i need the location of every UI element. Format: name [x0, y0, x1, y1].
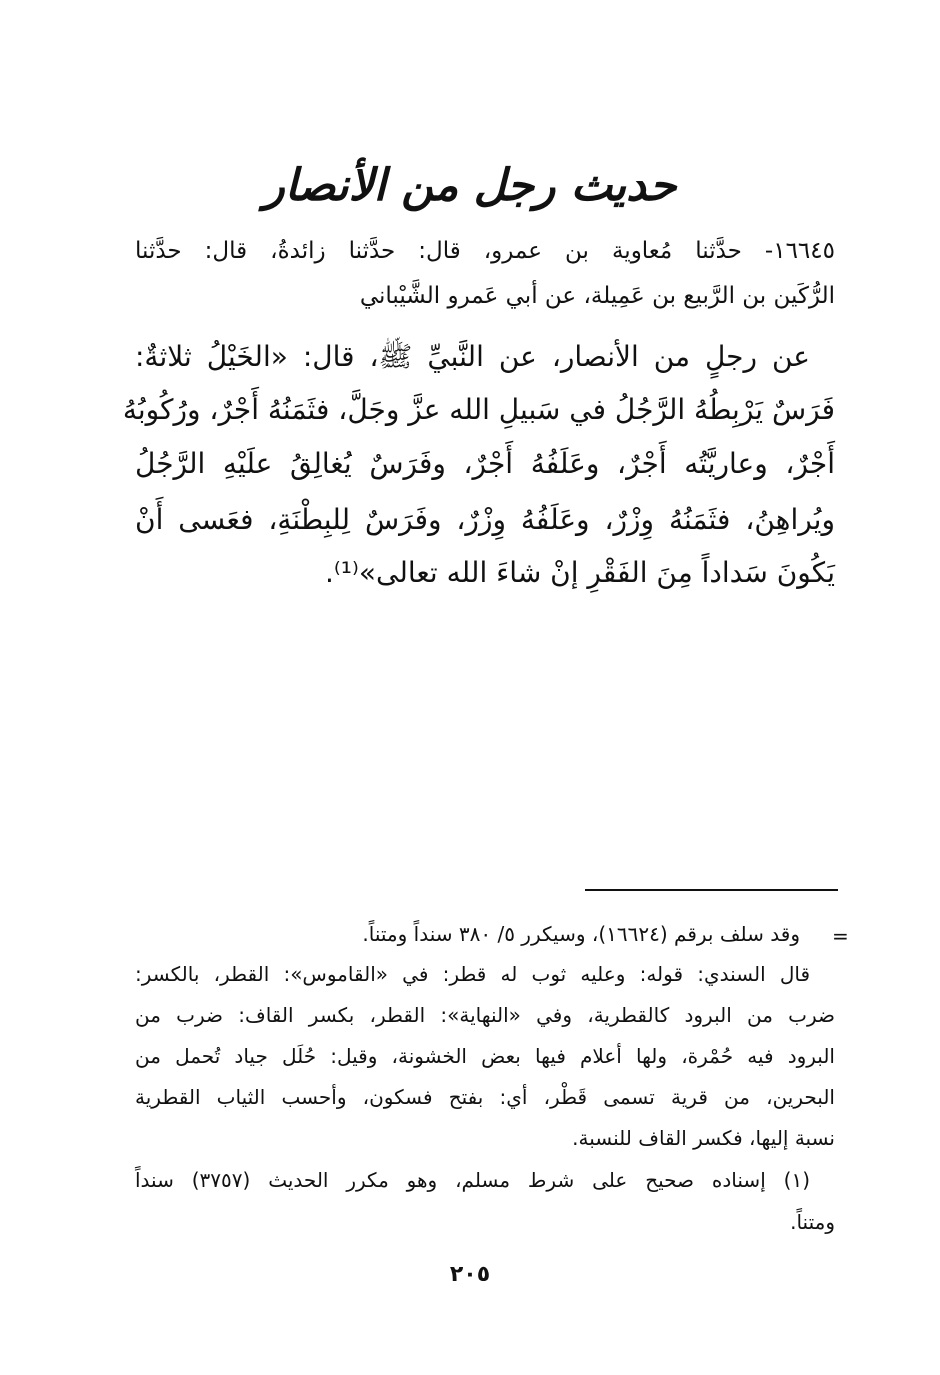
- footnote-continuation-mark: =: [832, 924, 849, 948]
- footnote-line: (١) إسناده صحيح على شرط مسلم، وهو مكرر الحديث (٣٧٥٧) سنداً: [135, 1168, 810, 1192]
- isnad-line-1: ١٦٦٤٥- حدَّثنا مُعاوية بن عمرو، قال: حدَّثنا زائدةُ، قال: حدَّثنا: [135, 238, 835, 264]
- footnote-line: وقد سلف برقم (١٦٦٢٤)، وسيكرر ٥/ ٣٨٠ سنداً ومتناً.: [362, 922, 800, 946]
- footnote-line: البحرين، من قرية تسمى قَطْر، أي: بفتح فسكون، وأحسب الثياب القطرية: [135, 1085, 835, 1109]
- footnote-line: ومتناً.: [790, 1210, 835, 1234]
- hadith-text-line: يَكُونَ سَداداً مِنَ الفَقْرِ إنْ شاءَ الله تعالى»⁽¹⁾.: [325, 556, 835, 589]
- isnad-line-2: الرُّكَين بن الرَّبيع بن عَمِيلة، عن أبي عَمرو الشَّيْباني: [359, 283, 835, 309]
- footnote-line: قال السندي: قوله: وعليه ثوب له قطر: في «القاموس»: القطر، بالكسر:: [135, 962, 810, 986]
- chapter-title: حديث رجل من الأنصار: [263, 160, 677, 211]
- footnote-line: البرود فيه حُمْرة، ولها أعلام فيها بعض الخشونة، وقيل: حُلَل جياد تُحمل من: [135, 1044, 835, 1068]
- hadith-text-line: عن رجلٍ من الأنصار، عن النَّبيِّ ﷺ، قال: «الخَيْلُ ثلاثةٌ:: [135, 340, 810, 373]
- footnote-separator: [585, 889, 838, 891]
- hadith-text-line: أَجْرٌ، وعاريَّتُه أَجْرٌ، وعَلَفُهُ أَجْرٌ، وفَرَسٌ يُغالِقُ علَيْهِ الرَّجُلُ: [135, 447, 835, 480]
- hadith-text-line: فَرَسٌ يَرْبِطُهُ الرَّجُلُ في سَبيلِ الله عزَّ وجَلَّ، فثَمَنُهُ أَجْرٌ، ورُكُوبُهُ: [122, 393, 835, 426]
- page-number: ٢٠٥: [449, 1262, 491, 1287]
- footnote-line: نسبة إليها، فكسر القاف للنسبة.: [572, 1126, 835, 1150]
- footnote-line: ضرب من البرود كالقطرية، وفي «النهاية»: القطر، بكسر القاف: ضرب من: [135, 1003, 835, 1027]
- hadith-text-line: ويُراهِنُ، فثَمَنُهُ وِزْرٌ، وعَلَفُهُ وِزْرٌ، وفَرَسٌ لِلبِطْنَةِ، فعَسى أَنْ: [135, 503, 835, 536]
